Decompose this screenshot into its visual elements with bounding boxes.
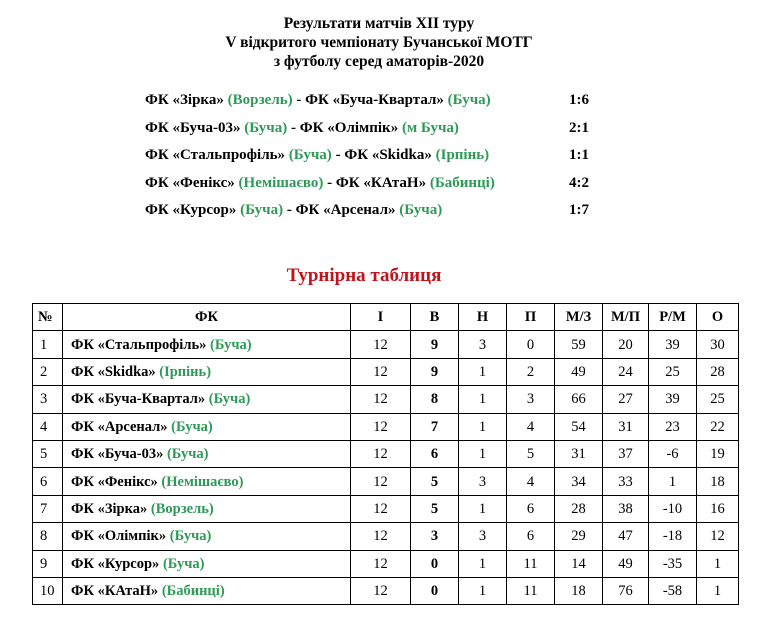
- team-name: ФК «Курсор»: [71, 555, 160, 572]
- away-team: ФК «Skidka»: [344, 147, 432, 163]
- points-cell: 25: [697, 386, 739, 413]
- wins-cell: 8: [411, 386, 459, 413]
- points-cell: 28: [697, 358, 739, 385]
- goals-against-cell: 38: [603, 495, 649, 522]
- header-line-2: V відкритого чемпіонату Бучанської МОТГ: [225, 34, 533, 51]
- team-name: ФК «Буча-03»: [71, 446, 164, 463]
- team-city: (Буча): [210, 336, 252, 353]
- team-city: (Немішаєво): [161, 473, 244, 490]
- goals-for-cell: 34: [555, 468, 603, 495]
- position-cell: 4: [33, 413, 63, 440]
- goal-diff-cell: 39: [649, 331, 697, 358]
- draws-cell: 3: [459, 468, 507, 495]
- position-cell: 7: [33, 495, 63, 522]
- position-cell: 2: [33, 358, 63, 385]
- goal-diff-cell: -6: [649, 440, 697, 467]
- games-cell: 12: [351, 550, 411, 577]
- match-score: 2:1: [569, 119, 589, 136]
- wins-cell: 5: [411, 495, 459, 522]
- column-header-wins: В: [411, 304, 459, 331]
- team-cell: [63, 468, 351, 495]
- wins-cell: 0: [411, 550, 459, 577]
- team-cell: [63, 523, 351, 550]
- goals-against-cell: 49: [603, 550, 649, 577]
- goal-diff-cell: 23: [649, 413, 697, 440]
- goals-against-cell: 27: [603, 386, 649, 413]
- separator: -: [283, 202, 296, 218]
- match-score: 1:6: [569, 92, 589, 108]
- goal-diff-cell: 39: [649, 386, 697, 413]
- match-score: 1:7: [569, 202, 589, 218]
- standings-table: [32, 303, 739, 605]
- losses-cell: 2: [507, 358, 555, 385]
- goal-diff-cell: 1: [649, 468, 697, 495]
- home-city: (Ворзель): [227, 92, 293, 108]
- losses-cell: 4: [507, 413, 555, 440]
- draws-cell: 1: [459, 413, 507, 440]
- wins-cell: 5: [411, 468, 459, 495]
- column-header-goals-against: М/П: [603, 304, 649, 331]
- team-cell: [63, 413, 351, 440]
- team-cell: [63, 440, 351, 467]
- goals-for-cell: 29: [555, 523, 603, 550]
- match-result: [145, 118, 625, 146]
- table-row: [33, 358, 739, 385]
- goals-against-cell: 33: [603, 468, 649, 495]
- position-cell: 6: [33, 468, 63, 495]
- games-cell: 12: [351, 413, 411, 440]
- standings-title: Турнірна таблиця: [286, 265, 442, 286]
- draws-cell: 1: [459, 358, 507, 385]
- goals-against-cell: 20: [603, 331, 649, 358]
- goals-for-cell: 31: [555, 440, 603, 467]
- team-cell: [63, 495, 351, 522]
- home-city: (Буча): [288, 147, 332, 163]
- match-result: [145, 173, 625, 201]
- team-name: ФК «Зірка»: [71, 500, 148, 517]
- team-name: ФК «Олімпік»: [71, 528, 167, 545]
- losses-cell: 4: [507, 468, 555, 495]
- goals-against-cell: 24: [603, 358, 649, 385]
- goals-against-cell: 31: [603, 413, 649, 440]
- separator: -: [331, 147, 345, 163]
- table-row: [33, 550, 739, 577]
- table-row: [33, 331, 739, 358]
- column-header-team: ФК: [63, 304, 351, 331]
- draws-cell: 1: [459, 386, 507, 413]
- table-row: [33, 495, 739, 522]
- column-header-games: І: [351, 304, 411, 331]
- points-cell: 18: [697, 468, 739, 495]
- position-cell: 3: [33, 386, 63, 413]
- goals-against-cell: 37: [603, 440, 649, 467]
- away-team: ФК «КАтаН»: [335, 174, 427, 191]
- separator: -: [323, 174, 336, 191]
- points-cell: 1: [697, 577, 739, 604]
- away-city: (Ірпінь): [435, 147, 490, 163]
- match-score: 4:2: [569, 174, 589, 191]
- games-cell: 12: [351, 523, 411, 550]
- goal-diff-cell: -10: [649, 495, 697, 522]
- losses-cell: 3: [507, 386, 555, 413]
- team-city: (Буча): [208, 391, 251, 408]
- team-cell: [63, 358, 351, 385]
- losses-cell: 11: [507, 550, 555, 577]
- draws-cell: 3: [459, 523, 507, 550]
- team-cell: [63, 331, 351, 358]
- match-results-list: [145, 90, 625, 228]
- table-row: [33, 440, 739, 467]
- header-line-3: з футболу серед аматорів-2020: [273, 53, 485, 70]
- losses-cell: 5: [507, 440, 555, 467]
- goals-for-cell: 14: [555, 550, 603, 577]
- goals-for-cell: 54: [555, 413, 603, 440]
- goal-diff-cell: -18: [649, 523, 697, 550]
- games-cell: 12: [351, 358, 411, 385]
- team-city: (Буча): [162, 555, 205, 572]
- position-cell: 8: [33, 523, 63, 550]
- points-cell: 19: [697, 440, 739, 467]
- points-cell: 1: [697, 550, 739, 577]
- table-row: [33, 468, 739, 495]
- goals-against-cell: 47: [603, 523, 649, 550]
- wins-cell: 6: [411, 440, 459, 467]
- team-city: (Буча): [169, 528, 212, 545]
- separator: -: [287, 119, 300, 136]
- losses-cell: 11: [507, 577, 555, 604]
- games-cell: 12: [351, 577, 411, 604]
- team-cell: [63, 577, 351, 604]
- home-city: (Буча): [240, 202, 284, 218]
- goals-for-cell: 28: [555, 495, 603, 522]
- wins-cell: 9: [411, 331, 459, 358]
- table-row: [33, 577, 739, 604]
- home-team: ФК «Курсор»: [145, 202, 237, 218]
- points-cell: 30: [697, 331, 739, 358]
- team-city: (Ворзель): [150, 500, 214, 517]
- team-name: ФК «Буча-Квартал»: [71, 391, 206, 408]
- column-header-points: О: [697, 304, 739, 331]
- goal-diff-cell: -35: [649, 550, 697, 577]
- match-result: [145, 145, 625, 173]
- document-header: [0, 14, 768, 71]
- games-cell: 12: [351, 495, 411, 522]
- team-cell: [63, 550, 351, 577]
- team-city: (Бабинці): [161, 583, 225, 600]
- goals-for-cell: 59: [555, 331, 603, 358]
- games-cell: 12: [351, 468, 411, 495]
- position-cell: 1: [33, 331, 63, 358]
- home-team: ФК «Зірка»: [145, 92, 224, 108]
- team-name: ФК «КАтаН»: [71, 583, 159, 600]
- wins-cell: 9: [411, 358, 459, 385]
- column-header-goal-diff: Р/М: [649, 304, 697, 331]
- home-city: (Буча): [244, 119, 288, 136]
- team-city: (Буча): [166, 446, 209, 463]
- goals-for-cell: 18: [555, 577, 603, 604]
- table-header-row: [33, 304, 739, 331]
- points-cell: 22: [697, 413, 739, 440]
- away-city: (Буча): [399, 202, 443, 218]
- wins-cell: 0: [411, 577, 459, 604]
- draws-cell: 1: [459, 550, 507, 577]
- column-header-pos: №: [33, 304, 63, 331]
- games-cell: 12: [351, 386, 411, 413]
- goals-for-cell: 49: [555, 358, 603, 385]
- home-team: ФК «Буча-03»: [145, 119, 241, 136]
- team-city: (Ірпінь): [159, 363, 212, 380]
- match-result: [145, 90, 625, 118]
- losses-cell: 0: [507, 331, 555, 358]
- home-team: ФК «Фенікс»: [145, 174, 235, 191]
- table-row: [33, 523, 739, 550]
- team-name: ФК «Стальпрофіль»: [71, 336, 207, 353]
- position-cell: 9: [33, 550, 63, 577]
- column-header-goals-for: М/З: [555, 304, 603, 331]
- draws-cell: 1: [459, 577, 507, 604]
- goals-against-cell: 76: [603, 577, 649, 604]
- position-cell: 10: [33, 577, 63, 604]
- draws-cell: 1: [459, 440, 507, 467]
- games-cell: 12: [351, 331, 411, 358]
- team-name: ФК «Фенікс»: [71, 473, 158, 490]
- table-row: [33, 386, 739, 413]
- column-header-losses: П: [507, 304, 555, 331]
- team-cell: [63, 386, 351, 413]
- goal-diff-cell: 25: [649, 358, 697, 385]
- goals-for-cell: 66: [555, 386, 603, 413]
- separator: -: [292, 92, 306, 108]
- wins-cell: 7: [411, 413, 459, 440]
- away-city: (Буча): [447, 92, 491, 108]
- draws-cell: 1: [459, 495, 507, 522]
- table-row: [33, 413, 739, 440]
- wins-cell: 3: [411, 523, 459, 550]
- match-score: 1:1: [569, 147, 589, 163]
- header-line-1: Результати матчів ХІІ туру: [283, 15, 475, 32]
- goal-diff-cell: -58: [649, 577, 697, 604]
- losses-cell: 6: [507, 495, 555, 522]
- team-city: (Буча): [171, 418, 213, 435]
- position-cell: 5: [33, 440, 63, 467]
- away-team: ФК «Олімпік»: [299, 119, 399, 136]
- home-team: ФК «Стальпрофіль»: [145, 147, 286, 163]
- away-city: (м Буча): [401, 119, 459, 136]
- away-team: ФК «Буча-Квартал»: [305, 92, 444, 108]
- away-city: (Бабинці): [429, 174, 495, 191]
- losses-cell: 6: [507, 523, 555, 550]
- draws-cell: 3: [459, 331, 507, 358]
- points-cell: 16: [697, 495, 739, 522]
- games-cell: 12: [351, 440, 411, 467]
- home-city: (Немішаєво): [238, 174, 324, 191]
- column-header-draws: Н: [459, 304, 507, 331]
- team-name: ФК «Skidka»: [71, 363, 156, 380]
- points-cell: 12: [697, 523, 739, 550]
- team-name: ФК «Арсенал»: [71, 418, 168, 435]
- away-team: ФК «Арсенал»: [295, 202, 396, 218]
- match-result: [145, 200, 625, 228]
